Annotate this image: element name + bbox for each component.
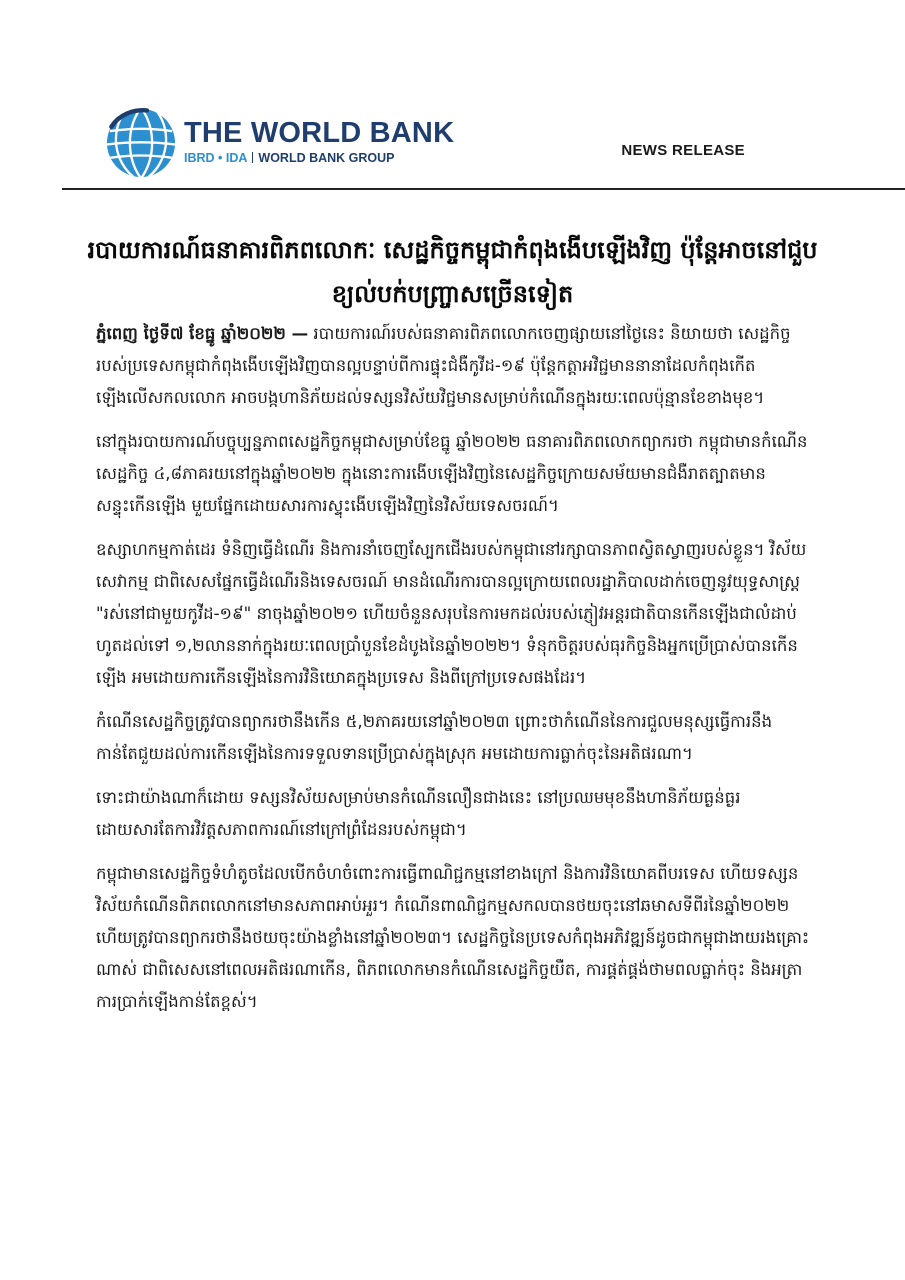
headline: របាយការណ៍ធនាគារពិភពលោកៈ សេដ្ឋកិច្ចកម្ពុជាកំពុងងើបឡើងវិញ ប៉ុន្តែអាចនៅជួបខ្យល់បក់បញ្ច្រាសច្រើនទៀត — [87, 236, 818, 309]
lead-text: របាយការណ៍របស់ធនាគារពិភពលោកចេញផ្សាយនៅថ្ងៃនេះ និយាយថា សេដ្ឋកិច្ចរបស់ប្រទេសកម្ពុជាកំពុងងើបឡើងវិញបានល្អបន្ទាប់ពីការផ្ទុះជំងឺកូវីដ-១៩ ប៉ុន្តែកត្តាអវិជ្ជមាននានាដែលកំពុងកើតឡើងលើសកលលោក អាចបង្កហានិភ័យដល់ទស្សនវិស័យវិជ្ជមានសម្រាប់កំណើនក្នុងរយៈពេលប៉ុន្មានខែខាងមុខ។ — [96, 324, 791, 407]
brand-divider — [252, 152, 253, 163]
article-body — [96, 318, 811, 1030]
paragraph: កម្ពុជាមានសេដ្ឋកិច្ចទំហំតូចដែលបើកចំហចំពោះការធ្វើពាណិជ្ជកម្មនៅខាងក្រៅ និងការវិនិយោគពីបរទេស ហើយទស្សនវិស័យកំណើនពិភពលោកនៅមានសភាពអាប់អួរ។ កំណើនពាណិជ្ជកម្មសកលបានថយចុះនៅឆមាសទីពីរនៃឆ្នាំ២០២២ ហើយត្រូវបានព្យាករថានឹងថយចុះយ៉ាងខ្លាំងនៅឆ្នាំ២០២៣។ សេដ្ឋកិច្ចនៃប្រទេសកំពុងអភិវឌ្ឍន៍ដូចជាកម្ពុជាងាយរងគ្រោះណាស់ ជាពិសេសនៅពេលអតិផរណាកើន, ពិភពលោកមានកំណើនសេដ្ឋកិច្ចយឺត, ការផ្គត់ផ្គង់ថាមពលធ្លាក់ចុះ និងអត្រាការប្រាក់ឡើងកាន់តែខ្ពស់។ — [96, 864, 810, 1011]
brand-wordmark — [184, 118, 454, 165]
brand-sub-ibrd: IBRD • IDA — [184, 151, 248, 165]
paragraph: ឧស្សាហកម្មកាត់ដេរ ទំនិញធ្វើដំណើរ និងការនាំចេញស្បែកជើងរបស់កម្ពុជានៅរក្សាបានភាពស្វិតស្វាញរបស់ខ្លួន។ វិស័យសេវាកម្ម ជាពិសេសផ្នែកធ្វើដំណើរនិងទេសចរណ៍ មានដំណើរការបានល្អក្រោយពេលរដ្ឋាភិបាលដាក់ចេញនូវយុទ្ធសាស្ត្រ "រស់នៅជាមួយកូវីដ-១៩" នាចុងឆ្នាំ២០២១ ហើយចំនួនសរុបនៃការមកដល់របស់ភ្ញៀវអន្តរជាតិបានកើនឡើងជាលំដាប់ ហូតដល់ទៅ ១,២លាននាក់ក្នុងរយៈពេលប្រាំបួនខែដំបូងនៃឆ្នាំ២០២២។ ទំនុកចិត្តរបស់ធុរកិច្ចនិងអ្នកប្រើប្រាស់បានកើនឡើង អមដោយការកើនឡើងនៃការវិនិយោគក្នុងប្រទេស និងពីក្រៅប្រទេសផងដែរ។ — [96, 540, 807, 687]
brand-subline — [184, 151, 454, 165]
header-divider — [62, 188, 905, 190]
letterhead — [0, 0, 905, 192]
paragraph: ទោះជាយ៉ាងណាក៏ដោយ ទស្សនវិស័យសម្រាប់មានកំណើនលឿនជាងនេះ នៅប្រឈមមុខនឹងហានិភ័យធ្ងន់ធ្ងរ ដោយសារតែការវិវត្តសភាពការណ៍នៅក្រៅព្រំដែនរបស់កម្ពុជា។ — [96, 788, 741, 839]
globe-icon — [104, 106, 178, 180]
brand-name: THE WORLD BANK — [184, 117, 455, 149]
paragraph: កំណើនសេដ្ឋកិច្ចត្រូវបានព្យាករថានឹងកើន ៥,២ភាគរយនៅឆ្នាំ២០២៣ ព្រោះថាកំណើននៃការជួលមនុស្សធ្វើការនឹងកាន់តែជួយដល់ការកើនឡើងនៃការទទួលទានប្រើប្រាស់ក្នុងស្រុក អមដោយការធ្លាក់ចុះនៃអតិផរណា។ — [96, 712, 773, 763]
dateline: ភ្នំពេញ ថ្ងៃទី៧ ខែធ្នូ ឆ្នាំ២០២២ — — [96, 324, 309, 343]
paragraph: នៅក្នុងរបាយការណ៍បច្ចុប្បន្នភាពសេដ្ឋកិច្ចកម្ពុជាសម្រាប់ខែធ្នូ ឆ្នាំ២០២២ ធនាគារពិភពលោកព្យាករថា កម្ពុជាមានកំណើនសេដ្ឋកិច្ច ៤,៨ភាគរយនៅក្នុងឆ្នាំ២០២២ ក្នុងនោះការងើបឡើងវិញនៃសេដ្ឋកិច្ចក្រោយសម័យមានជំងឺរាតត្បាតមានសន្ទុះកើនឡើង មួយផ្នែកដោយសារការស្ទុះងើបឡើងវិញនៃវិស័យទេសចរណ៍។ — [96, 432, 808, 515]
lead-paragraph — [96, 318, 811, 414]
brand-sub-group: WORLD BANK GROUP — [258, 151, 395, 165]
news-release-label: NEWS RELEASE — [621, 142, 745, 159]
